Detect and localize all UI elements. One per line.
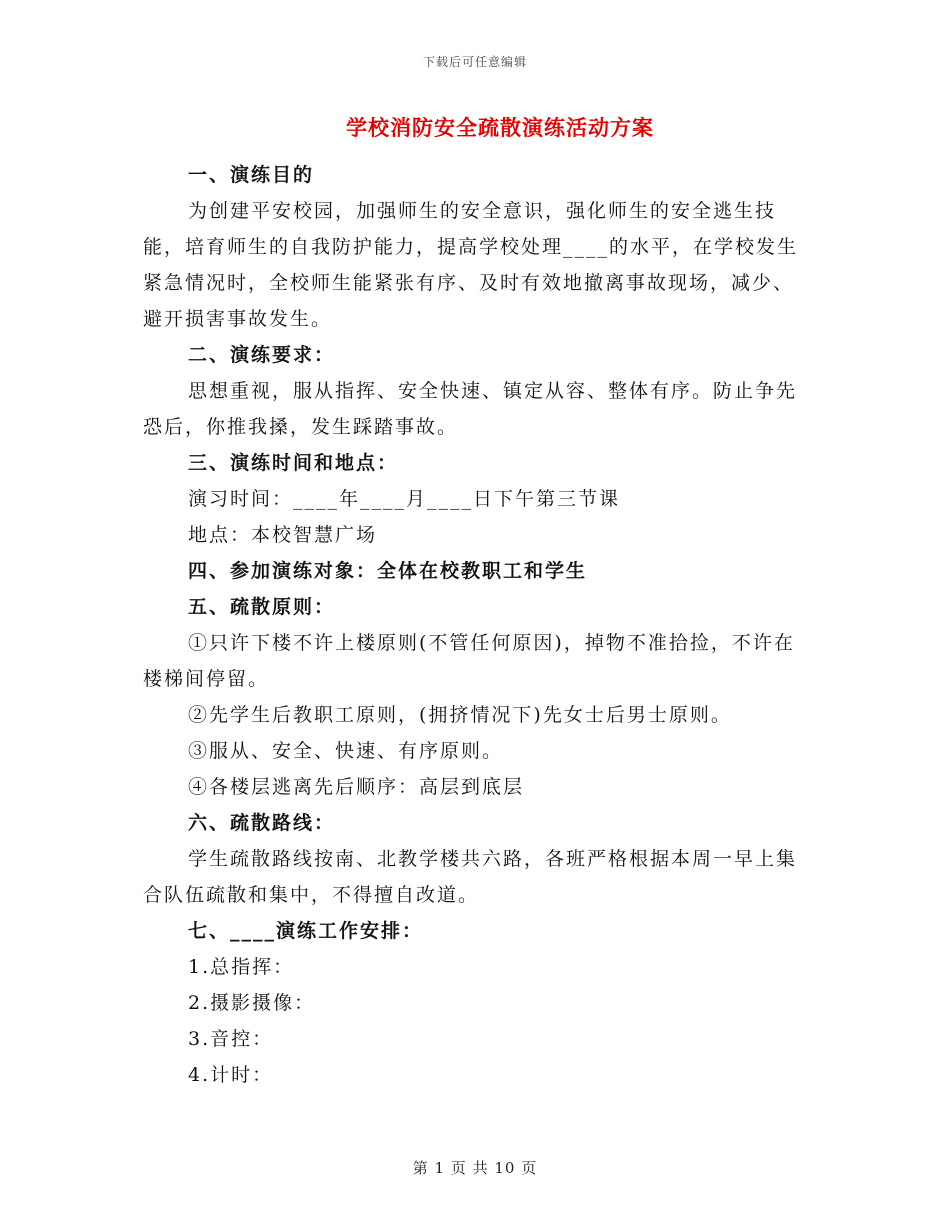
drill-time: 演习时间：____年____月____日下午第三节课 bbox=[188, 488, 621, 510]
list-item-commander: 1.总指挥： bbox=[188, 956, 295, 978]
drill-place: 地点：本校智慧广场 bbox=[188, 524, 378, 546]
section-heading-purpose: 一、演练目的 bbox=[188, 164, 315, 186]
list-item-timing: 4.计时： bbox=[188, 1064, 274, 1086]
page-number-footer: 第 1 页 共 10 页 bbox=[412, 1159, 538, 1177]
section-heading-principles: 五、疏散原则： bbox=[188, 596, 336, 618]
header-note: 下载后可任意编辑 bbox=[422, 55, 527, 69]
section-heading-requirements: 二、演练要求： bbox=[188, 344, 336, 366]
section-paragraph-purpose: 为创建平安校园，加强师生的安全意识，强化师生的安全逃生技能，培育师生的自我防护能力，提高学校处理____的水平，在学校发生紧急情况时，全校师生能紧张有序、及时有效地撤离事故现场，减少、避开损害事故发生。 bbox=[143, 200, 799, 330]
section-heading-participants: 四、参加演练对象：全体在校教职工和学生 bbox=[188, 560, 588, 582]
section-paragraph-requirements: 思想重视，服从指挥、安全快速、镇定从容、整体有序。防止争先恐后，你推我搡，发生踩踏事故。 bbox=[143, 380, 798, 438]
document-body bbox=[143, 157, 803, 1093]
section-heading-arrangements: 七、____演练工作安排： bbox=[188, 920, 424, 942]
document-title: 学校消防安全疏散演练活动方案 bbox=[346, 115, 654, 140]
list-item-principle-3: ③服从、安全、快速、有序原则。 bbox=[188, 740, 504, 762]
list-item-audio-control: 3.音控： bbox=[188, 1028, 274, 1050]
list-item-principle-4: ④各楼层逃离先后顺序：高层到底层 bbox=[188, 776, 525, 798]
list-item-principle-1: ①只许下楼不许上楼原则(不管任何原因)，掉物不准拾捡，不许在楼梯间停留。 bbox=[143, 632, 795, 690]
section-heading-routes: 六、疏散路线： bbox=[188, 812, 336, 834]
list-item-photography: 2.摄影摄像： bbox=[188, 992, 316, 1014]
list-item-principle-2: ②先学生后教职工原则，(拥挤情况下)先女士后男士原则。 bbox=[188, 704, 732, 726]
section-heading-time-place: 三、演练时间和地点： bbox=[188, 452, 399, 474]
section-paragraph-routes: 学生疏散路线按南、北教学楼共六路，各班严格根据本周一早上集合队伍疏散和集中，不得擅自改道。 bbox=[143, 848, 798, 906]
